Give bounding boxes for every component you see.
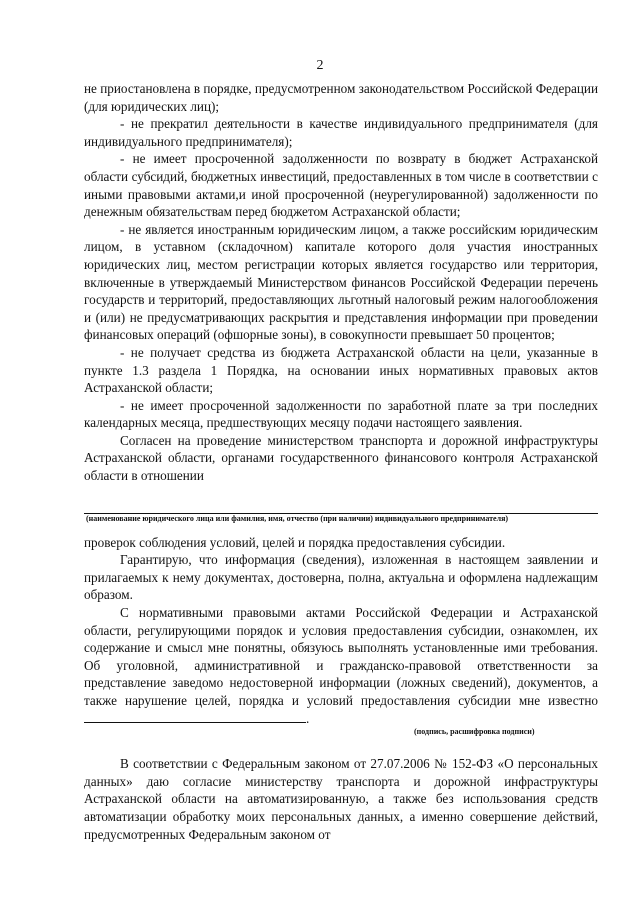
paragraph-consent-inspection: Согласен на проведение министерством транспорта и дорожной инфраструктуры Астраханской области, органами государственного финансового контроля Астраханской области в отношении (84, 432, 598, 484)
paragraph-not-terminated: - не прекратил деятельности в качестве индивидуального предпринимателя (для индивидуального предпринимателя); (84, 116, 598, 149)
page-number: 2 (316, 58, 324, 73)
paragraph-no-overdue-debt: - не имеет просроченной задолженности по возврату в бюджет Астраханской области субсидий, бюджетных инвестиций, предоставленных в том числе в соответствии с иными правовыми актами,и иной просроченной (неурегулированной) задолженности по денежным обязательствам перед бюджетом Астраханской области; (84, 151, 598, 220)
paragraph-guarantee: Гарантирую, что информация (сведения), изложенная в настоящем заявлении и прилагаемых к нему документах, достоверна, полна, актуальна и оформлена надлежащим образом. (84, 552, 598, 603)
paragraph-not-foreign-entity: - не является иностранным юридическим лицом, а также российским юридическим лицом, в уставном (складочном) капитале которого доля участия иностранных юридических лиц, местом регистрации которых является государство или территория, включенные в утверждаемый Министерством финансов Российской Федерации перечень государств и территорий, предоставляющих льготный налоговый режим налогообложения и (или) не предусматривающих раскрытия и представления информации при проведении финансовых операций (офшорные зоны), в совокупности превышает 50 процентов; (84, 221, 598, 343)
entity-name-caption: (наименование юридического лица или фамилия, имя, отчество (при наличии) индивидуального предпринимателя) (86, 513, 509, 523)
paragraph-suspension: не приостановлена в порядке, предусмотренном законодательством Российской Федерации (для юридических лиц); (84, 81, 599, 114)
paragraph-no-other-funds: - не получает средства из бюджета Астраханской области на цели, указанные в пункте 1.3 раздела 1 Порядка, на основании иных нормативных правовых актов Астраханской области; (84, 344, 598, 396)
entity-name-field[interactable] (84, 487, 598, 514)
signature-field[interactable] (84, 710, 306, 723)
signature-caption: (подпись, расшифровка подписи) (414, 727, 535, 737)
paragraph-inspections: проверок соблюдения условий, целей и порядка предоставления субсидии. (84, 534, 506, 550)
paragraph-personal-data: В соответствии с Федеральным законом от 27.07.2006 № 152-ФЗ «О персональных данных» даю согласие министерству транспорта и дорожной инфраструктуры Астраханской области на автоматизированную, а также без использования средств автоматизации обработку моих персональных данных, а именно совершение действий, предусмотренных Федеральным законом от (84, 756, 598, 842)
acknowledgement-text: С нормативными правовыми актами Российской Федерации и Астраханской области, регулирующими порядок и условия предоставления субсидии, ознакомлен, их содержание и смысл мне понятны, обязуюсь выполнять установленные ими требования. Об уголовной, административной и гражданско-правовой ответственности за представление заведомо недостоверной информации (ложных сведений), документов, а также нарушение целей, порядка и условий предоставления субсидии мне известно (84, 605, 598, 708)
paragraph-acknowledgement (84, 604, 598, 727)
document-body (84, 80, 598, 843)
acknowledgement-end: . (306, 710, 310, 726)
paragraph-no-wage-arrears: - не имеет просроченной задолженности по заработной плате за три последних календарных месяца, предшествующих месяцу подачи настоящего заявления. (84, 397, 598, 431)
